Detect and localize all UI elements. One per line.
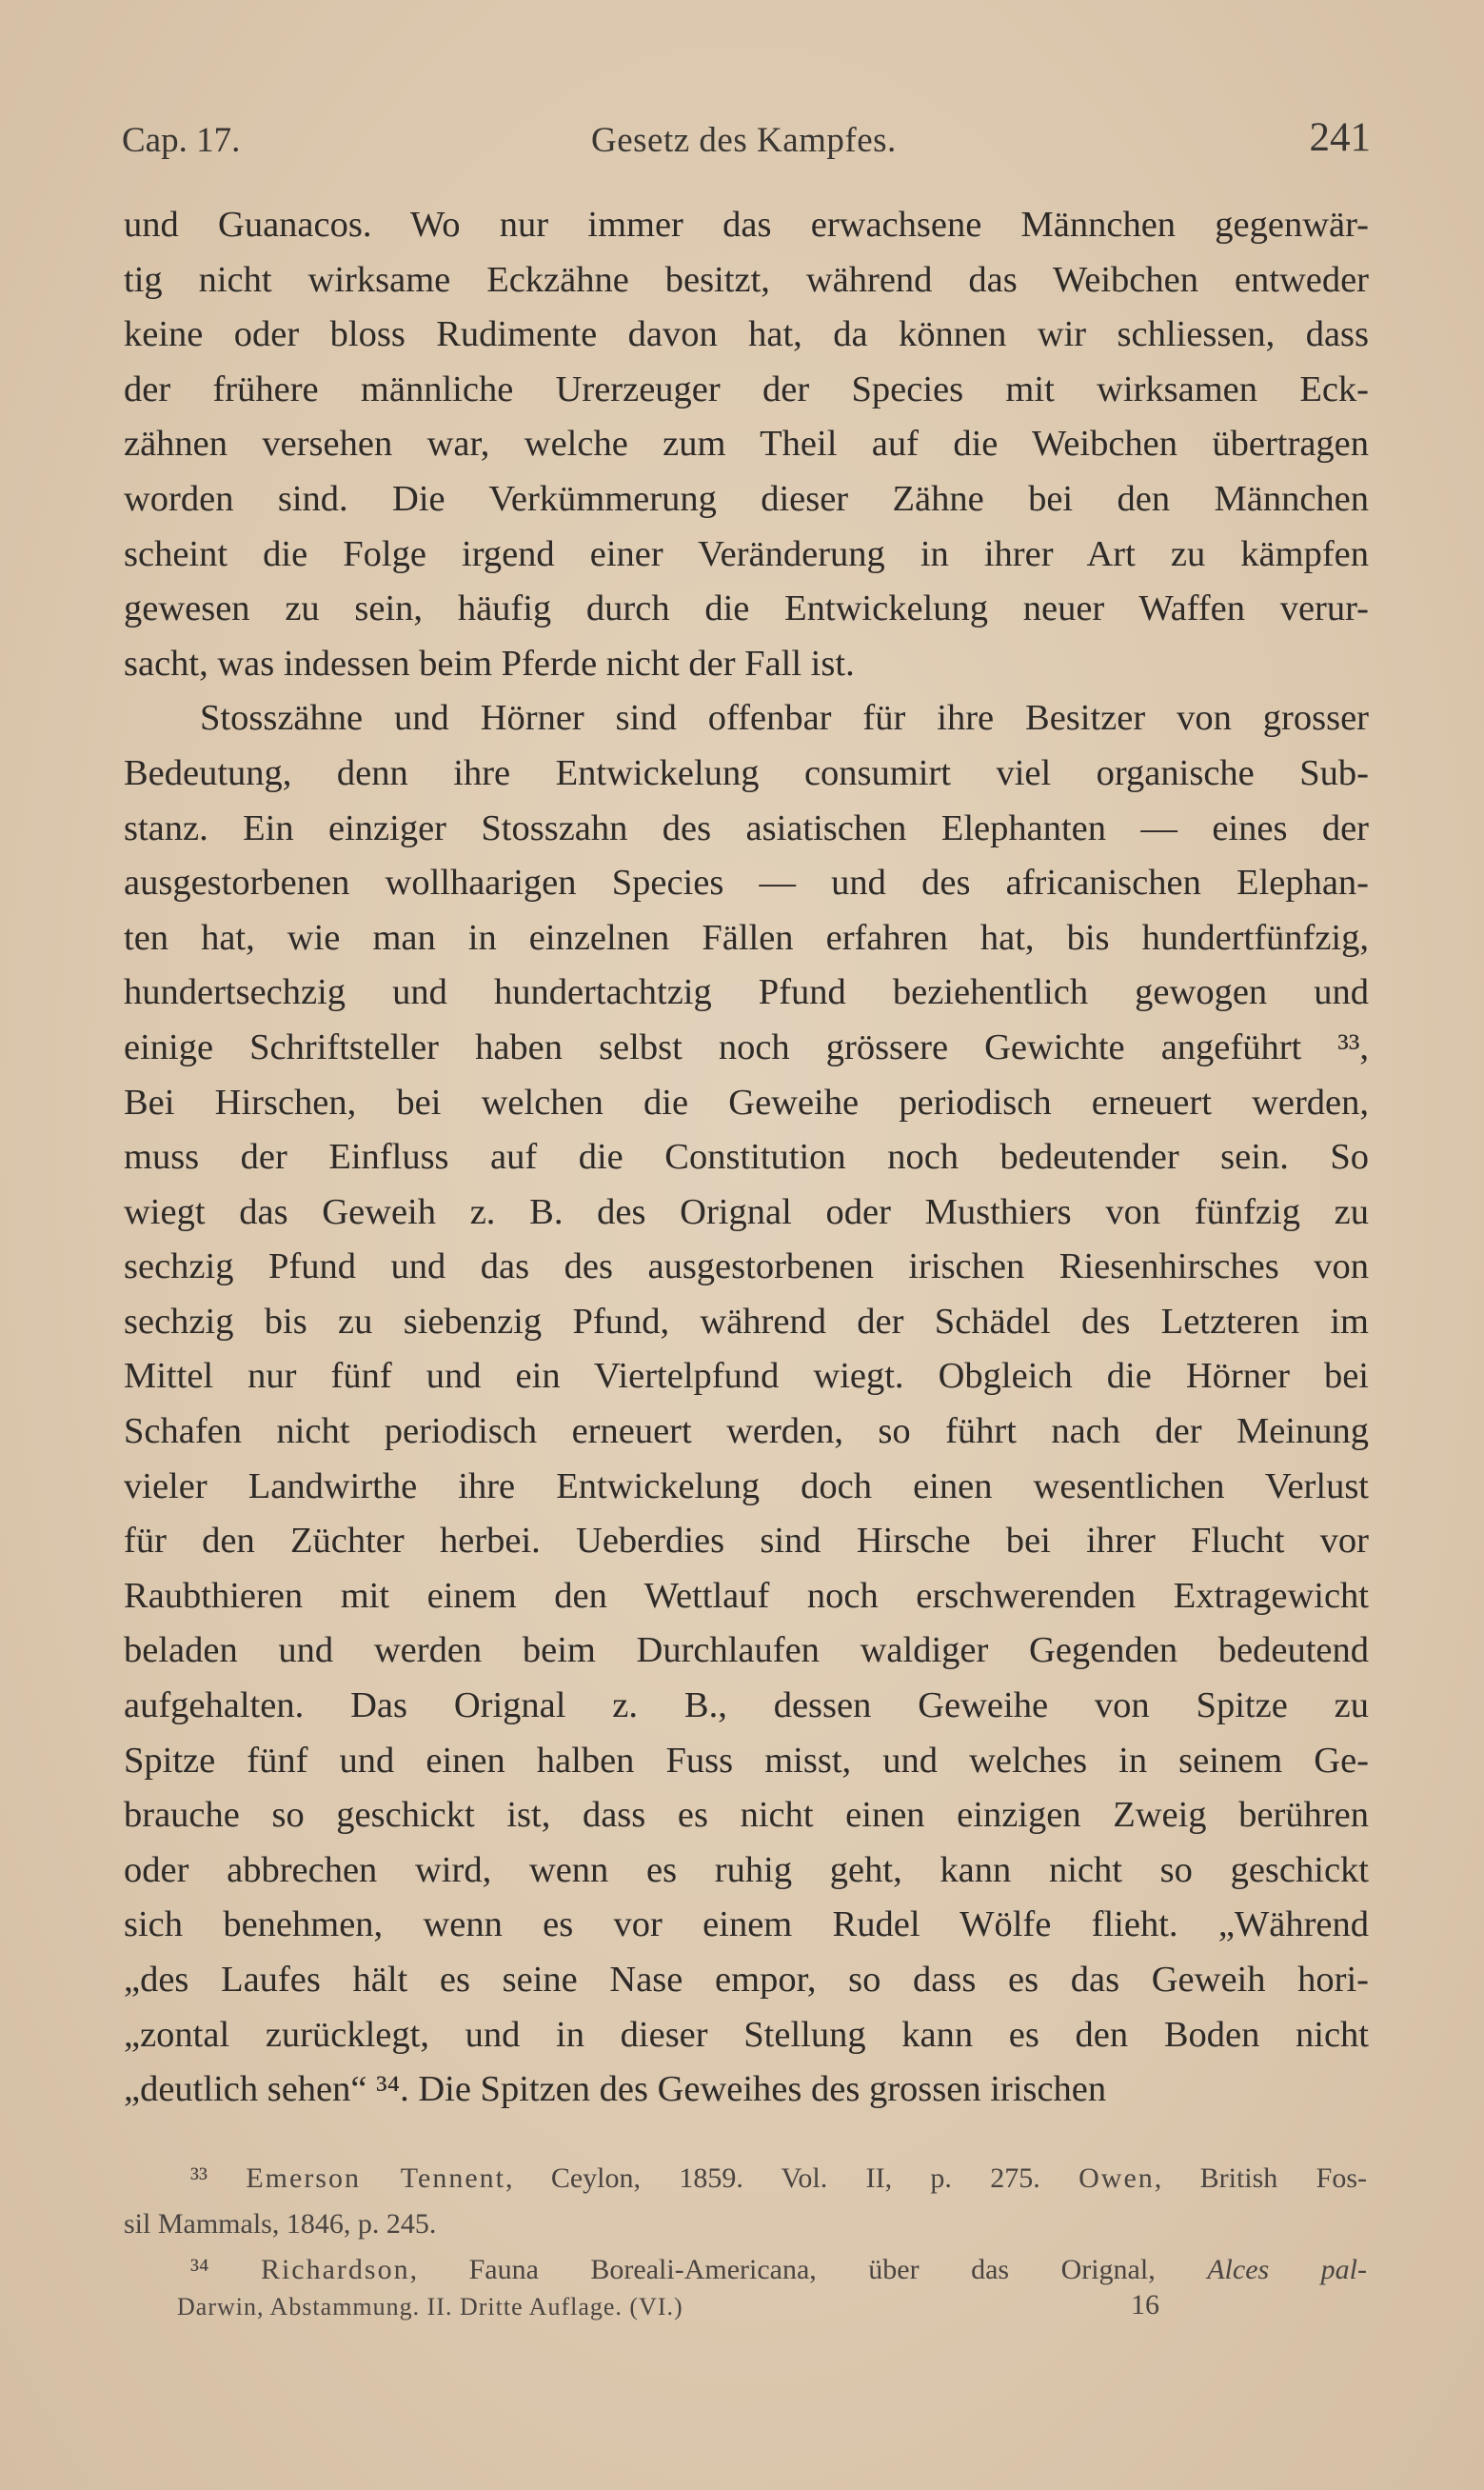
text-line: oder abbrechen wird, wenn es ruhig geht, kann nicht so geschickt [124,1849,1369,1890]
footnote-text: , Fauna Boreali-Americana, über das Orignal, [409,2254,1156,2285]
text-line: „deutlich sehen“ ³⁴. Die Spitzen des Geweihes des grossen irischen [124,2069,1107,2110]
section-title: Gesetz des Kampfes. [591,121,897,160]
text-line: ausgestorbenen wollhaarigen Species — und des africanischen Elephan- [124,863,1369,904]
text-line: und Guanacos. Wo nur immer das erwachsene Männchen gegenwär- [124,205,1369,245]
text-line: gewesen zu sein, häufig durch die Entwickelung neuer Waffen verur- [124,588,1369,629]
footnote-author: Emerson Tennent [246,2162,505,2194]
text-line: sacht, was indessen beim Pferde nicht der Fall ist. [124,643,855,684]
text-line: beladen und werden beim Durchlaufen waldiger Gegenden bedeutend [124,1630,1369,1671]
text-line: der frühere männliche Urerzeuger der Species mit wirksamen Eck- [124,369,1369,409]
text-line: hundertsechzig und hundertachtzig Pfund beziehentlich gewogen und [124,972,1369,1013]
footnote-marker: ³³ [190,2162,208,2194]
page-number: 241 [1309,115,1371,160]
text-line: einige Schriftsteller haben selbst noch grössere Gewichte angeführt ³³, [124,1026,1369,1067]
body-text [124,198,1369,2118]
text-line: sechzig bis zu siebenzig Pfund, während der Schädel des Letzteren im [124,1301,1369,1342]
footnote-33-line-2: sil Mammals, 1846, p. 245. [124,2208,437,2240]
text-line: „des Laufes hält es seine Nase empor, so dass es das Geweih hori- [124,1960,1369,2000]
signature-text: Darwin, Abstammung. II. Dritte Auflage. (VI.) [177,2293,683,2321]
signature-sheet-number: 16 [1131,2289,1159,2321]
text-line: stanz. Ein einziger Stosszahn des asiatischen Elephanten — eines der [124,807,1369,848]
footnote-33-line-1 [124,2156,1367,2201]
text-line: brauche so geschickt ist, dass es nicht einen einzigen Zweig berühren [124,1795,1369,1836]
text-line: „zontal zurücklegt, und in dieser Stellung kann es den Boden nicht [124,2014,1369,2055]
text-line: Bedeutung, denn ihre Entwickelung consumirt viel organische Sub- [124,752,1369,793]
text-line: vieler Landwirthe ihre Entwickelung doch einen wesentlichen Verlust [124,1465,1369,1506]
chapter-label: Cap. 17. [122,121,241,160]
footnote-separator [124,2116,1369,2117]
footnote-author: Richardson [260,2254,410,2285]
footnote-34-line-1 [124,2247,1367,2293]
text-line: Schafen nicht periodisch erneuert werden, so führt nach der Meinung [124,1411,1369,1452]
text-line: Raubthieren mit einem den Wettlauf noch erschwerenden Extragewicht [124,1575,1369,1616]
footnotes [124,2156,1367,2293]
printer-signature [177,2289,1186,2327]
text-line: wiegt das Geweih z. B. des Orignal oder Musthiers von fünfzig zu [124,1191,1369,1232]
text-line: scheint die Folge irgend einer Veränderung in ihrer Art zu kämpfen [124,533,1369,574]
text-line: sich benehmen, wenn es vor einem Rudel Wölfe flieht. „Während [124,1904,1369,1945]
text-line: zähnen versehen war, welche zum Theil auf die Weibchen übertragen [124,424,1369,465]
text-line: Bei Hirschen, bei welchen die Geweihe periodisch erneuert werden, [124,1082,1369,1123]
footnote-author: Owen [1078,2162,1155,2194]
text-line: muss der Einfluss auf die Constitution noch bedeutender sein. So [124,1137,1369,1178]
text-line: ten hat, wie man in einzelnen Fällen erfahren hat, bis hundertfünfzig, [124,917,1369,958]
text-line: Spitze fünf und einen halben Fuss misst, und welches in seinem Ge- [124,1740,1369,1781]
text-line: worden sind. Die Verkümmerung dieser Zähne bei den Männchen [124,478,1369,519]
text-line: aufgehalten. Das Orignal z. B., dessen Geweihe von Spitze zu [124,1685,1369,1726]
text-line: keine oder bloss Rudimente davon hat, da können wir schliessen, dass [124,314,1369,355]
text-line: tig nicht wirksame Eckzähne besitzt, während das Weibchen entweder [124,259,1369,300]
text-line: für den Züchter herbei. Ueberdies sind Hirsche bei ihrer Flucht vor [124,1521,1369,1562]
footnote-text: , British Fos- [1154,2162,1367,2194]
footnote-marker: ³⁴ [190,2254,209,2285]
running-head [122,112,1371,169]
text-line: sechzig Pfund und das des ausgestorbenen irischen Riesenhirsches von [124,1246,1369,1287]
footnote-text: , Ceylon, 1859. Vol. II, p. 275. [505,2162,1040,2194]
footnote-italic-text: Alces pal- [1207,2254,1367,2285]
text-line: Stosszähne und Hörner sind offenbar für ihre Besitzer von grosser [200,698,1369,739]
text-line: Mittel nur fünf und ein Viertelpfund wiegt. Obgleich die Hörner bei [124,1356,1369,1397]
